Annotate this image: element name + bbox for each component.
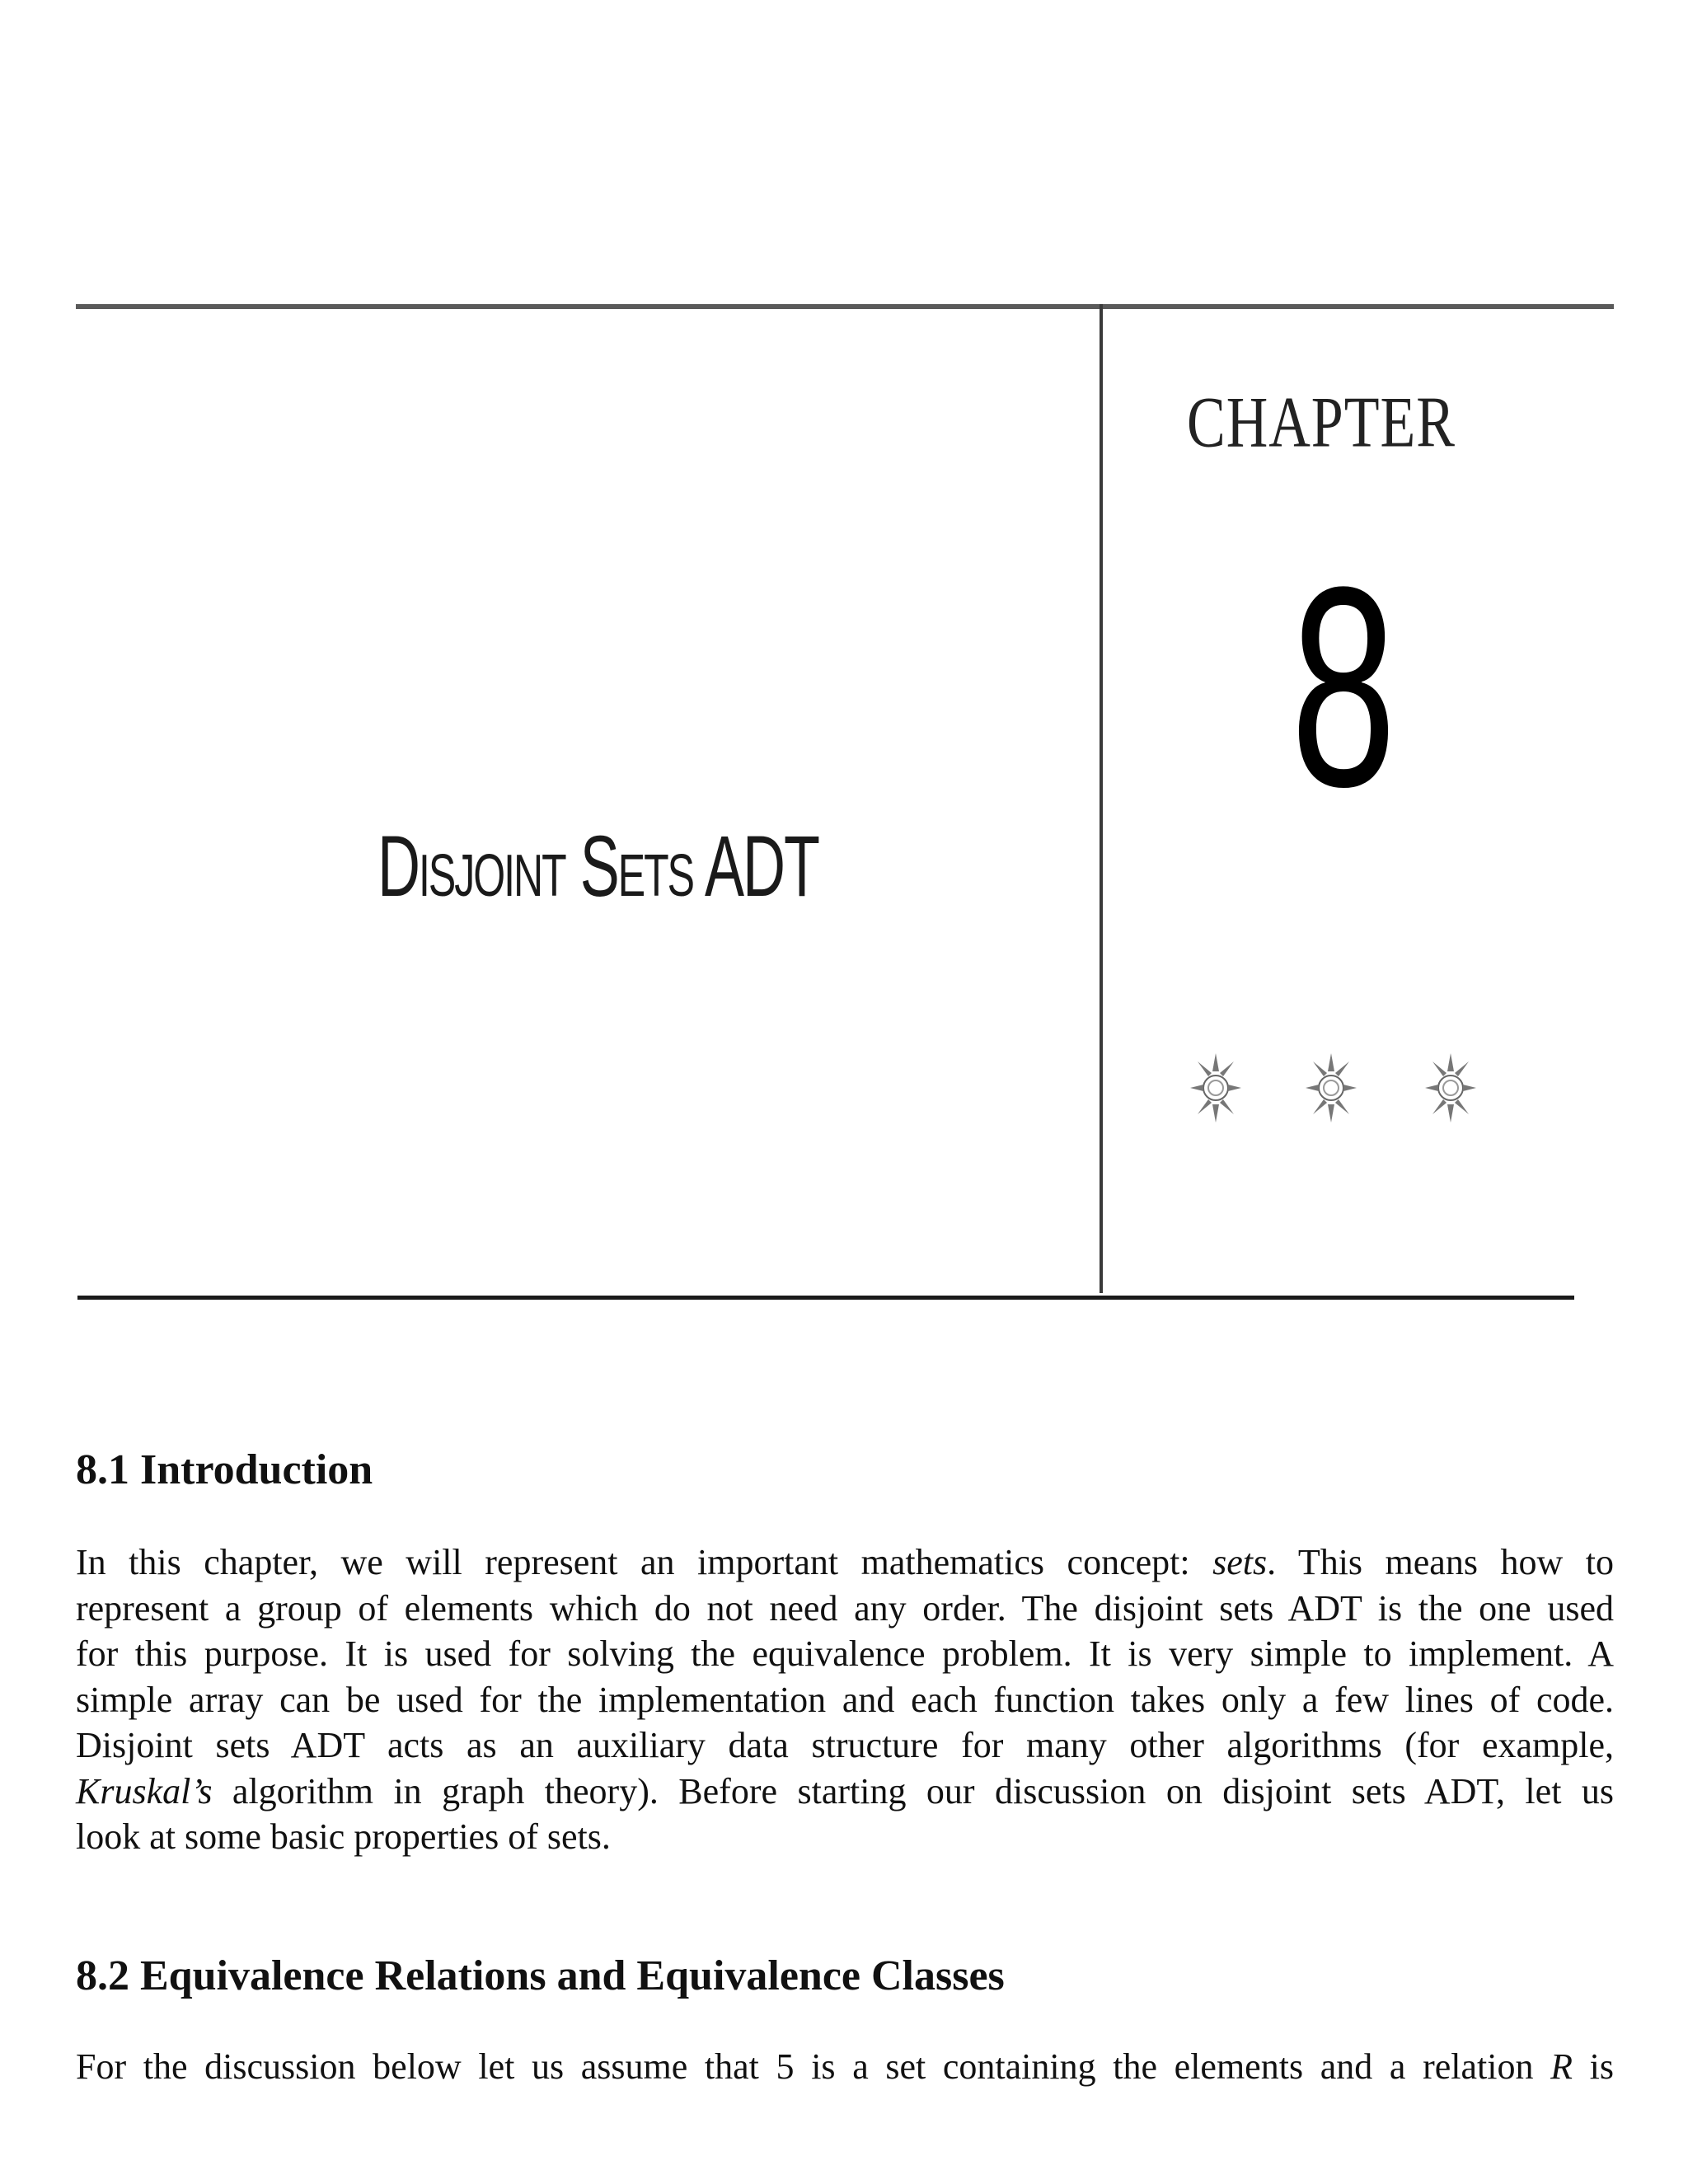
sun-ornament-icon bbox=[1187, 1047, 1245, 1129]
line-text: For the discussion below let us assume that 5 is a set containing the elements and a relation bbox=[76, 2046, 1551, 2087]
paragraph-line bbox=[76, 2044, 1614, 2090]
line-text: . This means how to bbox=[1267, 1542, 1614, 1582]
equivalence-paragraph bbox=[76, 2044, 1614, 2090]
chapter-title-initial-2: S bbox=[579, 819, 618, 916]
chapter-label: CHAPTER bbox=[1187, 383, 1456, 463]
section-heading-equivalence: 8.2 Equivalence Relations and Equivalence Classes bbox=[76, 1952, 1005, 1999]
chapter-ornaments bbox=[1187, 1047, 1500, 1129]
chapter-title-rest-1: isjoint bbox=[419, 819, 565, 916]
paragraph-line: look at some basic properties of sets. bbox=[76, 1816, 611, 1857]
line-text: algorithm in graph theory). Before starting our discussion on disjoint sets ADT, let us bbox=[212, 1770, 1614, 1811]
chapter-title-rest-2: ets bbox=[617, 819, 693, 916]
sun-ornament-icon bbox=[1302, 1047, 1360, 1129]
paragraph-line: Disjoint sets ADT acts as an auxiliary data structure for many other algorithms (for example, bbox=[76, 1725, 1614, 1765]
paragraph-line: for this purpose. It is used for solving the equivalence problem. It is very simple to implement. A bbox=[76, 1633, 1614, 1674]
chapter-divider-rule bbox=[1100, 304, 1103, 1293]
chapter-bottom-rule bbox=[77, 1296, 1574, 1300]
paragraph-line bbox=[76, 1540, 1614, 1586]
chapter-top-rule bbox=[76, 304, 1614, 309]
section-heading-introduction: 8.1 Introduction bbox=[76, 1446, 373, 1493]
line-text: is bbox=[1573, 2046, 1614, 2087]
line-text: In this chapter, we will represent an important mathematics concept: bbox=[76, 1542, 1213, 1582]
emphasis-text: Kruskal’s bbox=[76, 1770, 213, 1811]
chapter-title bbox=[377, 819, 971, 916]
emphasis-text: R bbox=[1550, 2046, 1573, 2087]
paragraph-line bbox=[76, 1769, 1614, 1815]
chapter-title-initial-1: D bbox=[377, 819, 419, 916]
chapter-title-part-3: ADT bbox=[705, 819, 819, 916]
emphasis-text: sets bbox=[1212, 1542, 1268, 1582]
paragraph-line: simple array can be used for the implementation and each function takes only a few lines of code. bbox=[76, 1679, 1614, 1720]
introduction-paragraph bbox=[76, 1540, 1614, 1860]
sun-ornament-icon bbox=[1422, 1047, 1479, 1129]
paragraph-line: represent a group of elements which do not need any order. The disjoint sets ADT is the one used bbox=[76, 1587, 1614, 1629]
chapter-number: 8 bbox=[1290, 527, 1397, 846]
